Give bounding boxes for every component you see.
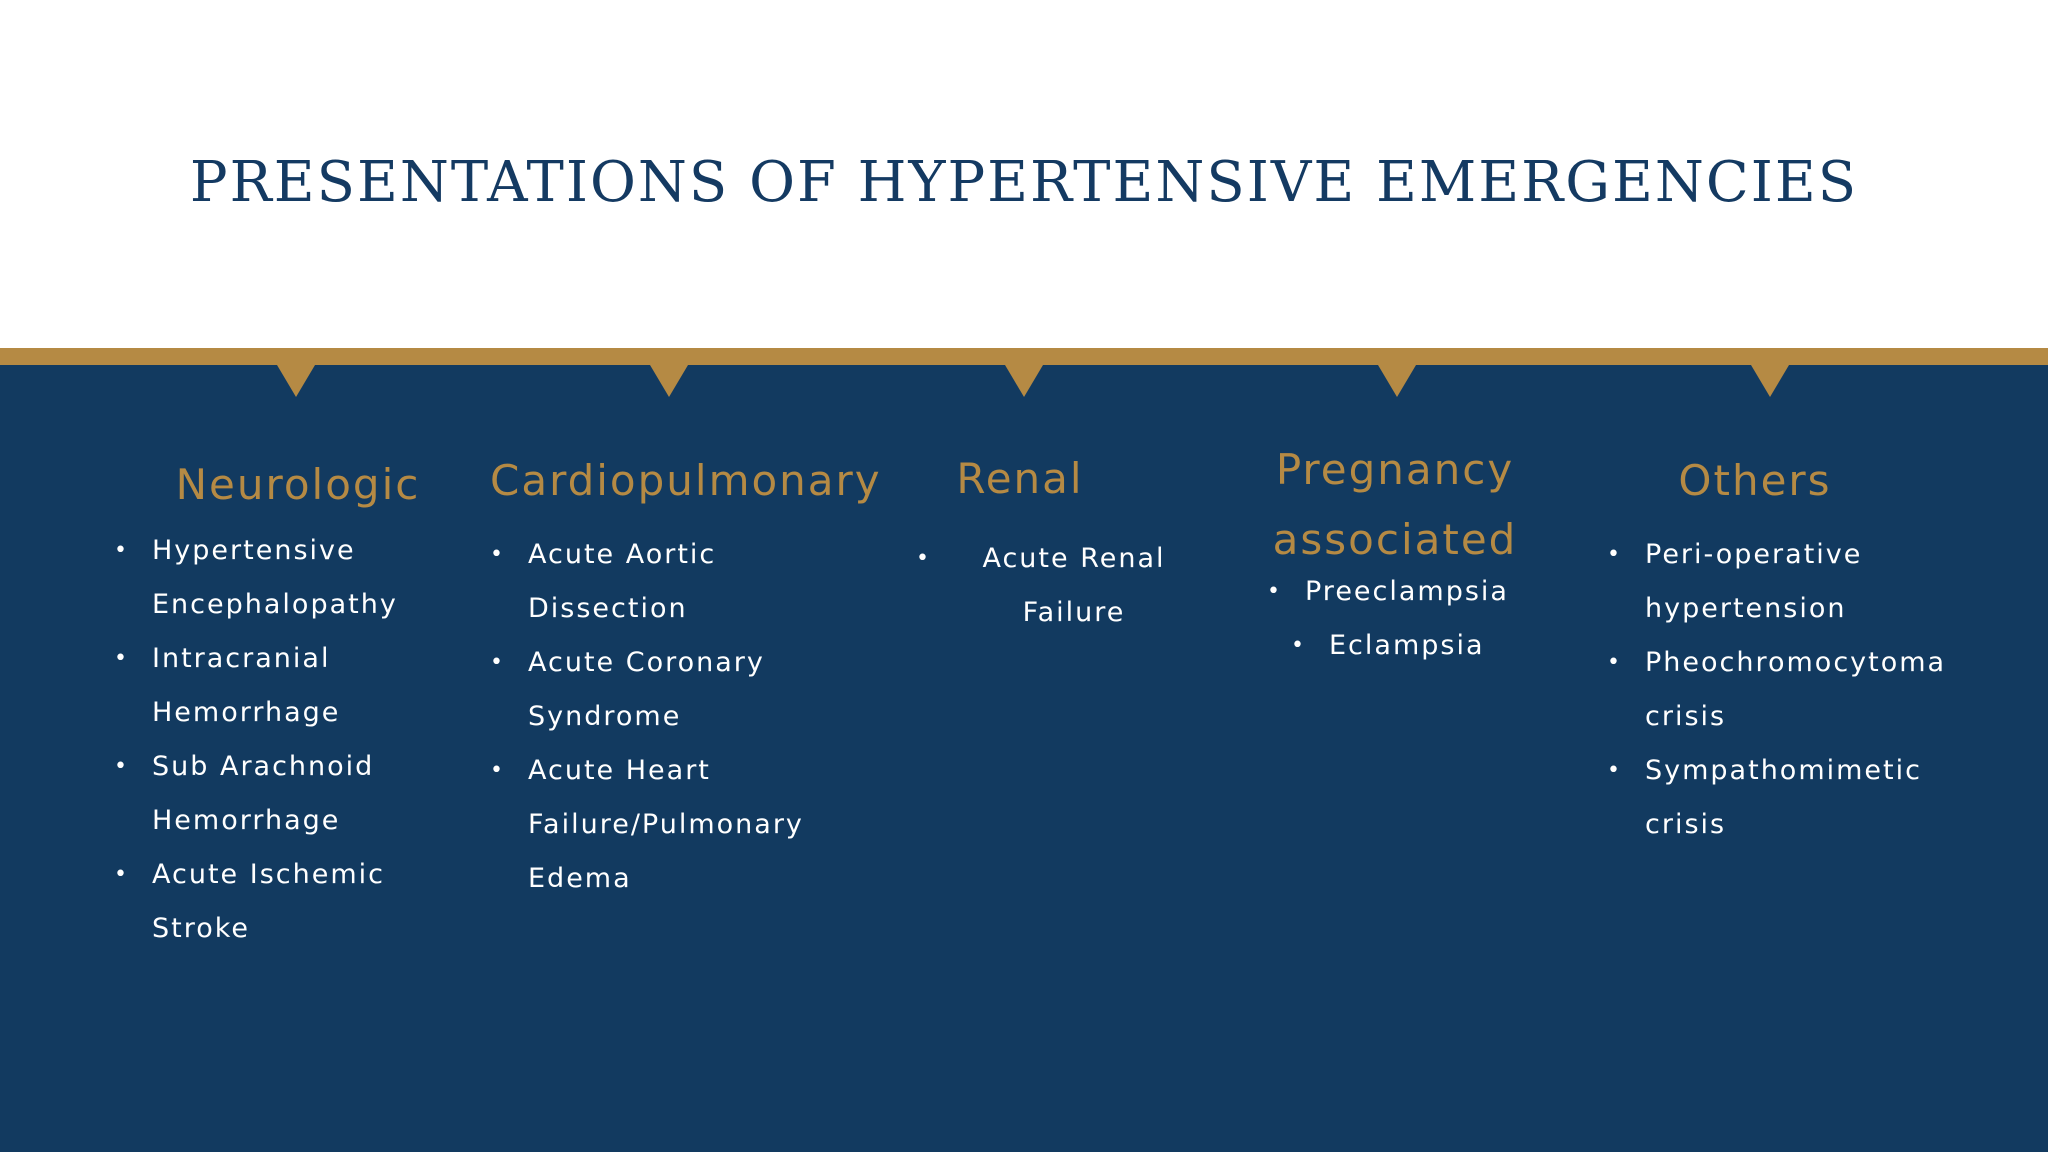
list-item: • Sub Arachnoid Hemorrhage — [152, 740, 452, 848]
column-neurologic — [114, 450, 458, 956]
item-list — [490, 528, 858, 906]
bullet-icon: • — [1607, 758, 1622, 783]
bullet-icon: • — [490, 542, 505, 567]
bullet-icon: • — [1607, 542, 1622, 567]
bullet-icon: • — [490, 758, 505, 783]
item-list — [1267, 565, 1565, 673]
column-heading: Renal — [956, 454, 1084, 503]
column-heading: Neurologic — [175, 460, 421, 509]
item-list — [114, 524, 452, 956]
gold-divider-bar — [0, 348, 2048, 365]
pointer-triangle-icon — [277, 365, 315, 397]
list-item: • Acute Heart Failure/Pulmonary Edema — [528, 744, 858, 906]
column-pregnancy-associated — [1255, 435, 1565, 673]
item-list — [916, 532, 1194, 640]
list-item: • Pheochromocytoma crisis — [1645, 636, 1985, 744]
bullet-icon: • — [1267, 579, 1282, 604]
bullet-icon: • — [114, 646, 129, 671]
bullet-icon: • — [114, 862, 129, 887]
list-item: • Hypertensive Encephalopathy — [152, 524, 452, 632]
pointer-triangle-icon — [1378, 365, 1416, 397]
pointer-triangle-icon — [1005, 365, 1043, 397]
bullet-icon: • — [490, 650, 505, 675]
bullet-icon: • — [1291, 633, 1306, 658]
column-heading: Cardiopulmonary — [490, 456, 882, 505]
list-item: • Preeclampsia — [1305, 565, 1565, 619]
pointer-triangle-icon — [1751, 365, 1789, 397]
pointer-triangle-icon — [650, 365, 688, 397]
column-heading: Others — [1678, 456, 1832, 505]
list-item: • Peri-operative hypertension — [1645, 528, 1985, 636]
bullet-icon: • — [114, 754, 129, 779]
column-renal — [910, 444, 1194, 640]
bullet-icon: • — [1607, 650, 1622, 675]
column-others — [1605, 446, 1985, 852]
bullet-icon: • — [114, 538, 129, 563]
bullet-icon: • — [916, 546, 931, 571]
list-item: • Eclampsia — [1305, 619, 1565, 673]
column-heading: Pregnancy associated — [1272, 445, 1518, 564]
list-item: • Acute Coronary Syndrome — [528, 636, 858, 744]
slide-title: PRESENTATIONS OF HYPERTENSIVE EMERGENCIES — [189, 150, 1859, 215]
list-item: • Acute Renal Failure — [954, 532, 1194, 640]
column-cardiopulmonary — [490, 446, 882, 906]
list-item: • Sympathomimetic crisis — [1645, 744, 1985, 852]
list-item: • Intracranial Hemorrhage — [152, 632, 452, 740]
list-item: • Acute Ischemic Stroke — [152, 848, 452, 956]
item-list — [1607, 528, 1985, 852]
list-item: • Acute Aortic Dissection — [528, 528, 858, 636]
